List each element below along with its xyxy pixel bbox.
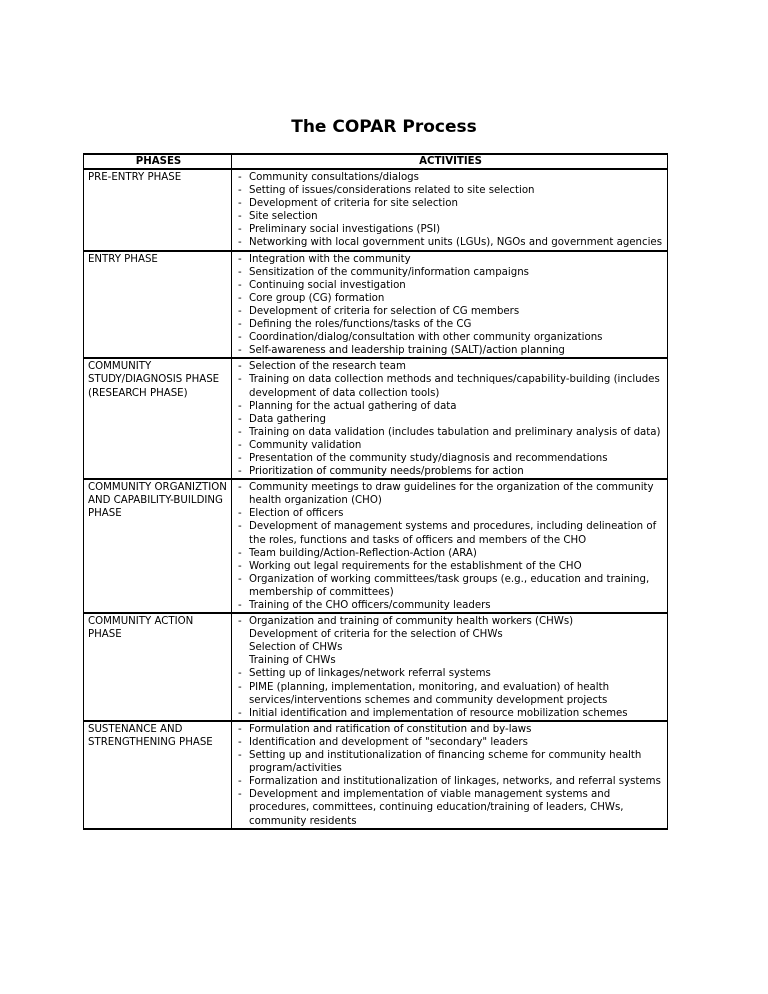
activity-text: Team building/Action-Reflection-Action (ARA) <box>249 547 477 559</box>
activities-cell <box>232 721 668 829</box>
activity-text: Preliminary social investigations (PSI) <box>249 224 441 236</box>
activity-text: Setting up and institutionalization of financing scheme for community health program/activities <box>249 750 642 775</box>
activity-item <box>235 171 665 184</box>
activity-text: Prioritization of community needs/problems for action <box>249 466 524 478</box>
bullet-dash-icon: - <box>238 466 242 478</box>
activity-text: Organization and training of community health workers (CHWs) <box>249 616 574 628</box>
table-row <box>84 721 668 829</box>
activity-item <box>235 615 665 628</box>
activity-text: Formulation and ratification of constitution and by-laws <box>249 723 532 735</box>
activity-item <box>235 788 665 827</box>
phase-cell: ENTRY PHASE <box>84 251 232 359</box>
table-row <box>84 251 668 359</box>
activity-item <box>235 305 665 318</box>
bullet-dash-icon: - <box>238 332 242 344</box>
table-row <box>84 169 668 251</box>
activity-text: Site selection <box>249 211 318 223</box>
bullet-dash-icon: - <box>238 374 242 386</box>
bullet-dash-icon: - <box>238 573 242 585</box>
bullet-dash-icon: - <box>238 237 242 249</box>
bullet-dash-icon: - <box>238 508 242 520</box>
activity-text: Core group (CG) formation <box>249 292 385 304</box>
phase-cell: SUSTENANCE AND STRENGTHENING PHASE <box>84 721 232 829</box>
activity-item <box>235 266 665 279</box>
activity-item <box>235 707 665 720</box>
activity-text: Integration with the community <box>249 253 411 265</box>
activity-item <box>235 210 665 223</box>
activity-item <box>235 318 665 331</box>
activity-text: Election of officers <box>249 508 344 520</box>
activity-text: Setting up of linkages/network referral systems <box>249 668 491 680</box>
activity-text: Self-awareness and leadership training (SALT)/action planning <box>249 345 565 357</box>
phase-cell: COMMUNITY ORGANIZTION AND CAPABILITY-BUILDING PHASE <box>84 479 232 613</box>
bullet-dash-icon: - <box>238 253 242 265</box>
table-body <box>84 169 668 829</box>
bullet-dash-icon: - <box>238 482 242 494</box>
activity-item <box>235 520 665 546</box>
activity-text: Development of criteria for the selection of CHWs <box>249 629 503 641</box>
bullet-dash-icon: - <box>238 224 242 236</box>
activity-item <box>235 465 665 478</box>
bullet-dash-icon: - <box>238 319 242 331</box>
bullet-dash-icon: - <box>238 750 242 762</box>
activity-text: Community meetings to draw guidelines for the organization of the community health organization (CHO) <box>249 482 654 507</box>
bullet-dash-icon: - <box>238 400 242 412</box>
table-row <box>84 479 668 613</box>
bullet-dash-icon: - <box>238 305 242 317</box>
activity-item <box>235 292 665 305</box>
bullet-dash-icon: - <box>238 172 242 183</box>
bullet-dash-icon: - <box>238 707 242 719</box>
activity-text: Development of criteria for site selection <box>249 198 458 210</box>
copar-table <box>83 153 668 830</box>
activity-item <box>235 223 665 236</box>
activity-item <box>235 344 665 357</box>
activity-item <box>235 667 665 680</box>
activity-item <box>235 197 665 210</box>
activity-item <box>235 360 665 373</box>
activity-text: Initial identification and implementation of resource mobilization schemes <box>249 707 628 719</box>
activity-text: Coordination/dialog/consultation with other community organizations <box>249 332 603 344</box>
bullet-dash-icon: - <box>238 266 242 278</box>
activity-item <box>235 736 665 749</box>
activity-text: Development and implementation of viable management systems and procedures, committees, continuing education/training of leaders, CHWs, community residents <box>249 789 624 827</box>
activity-text: Training of the CHO officers/community leaders <box>249 600 491 611</box>
activity-item <box>235 279 665 292</box>
activities-header: ACTIVITIES <box>232 154 668 169</box>
activity-text: Working out legal requirements for the establishment of the CHO <box>249 560 582 572</box>
activity-item <box>235 253 665 266</box>
activity-item <box>235 331 665 344</box>
activity-text: Development of criteria for selection of CG members <box>249 305 520 317</box>
activity-item <box>235 749 665 775</box>
bullet-dash-icon: - <box>238 600 242 611</box>
activities-cell <box>232 358 668 479</box>
activity-item <box>235 400 665 413</box>
bullet-dash-icon: - <box>238 452 242 464</box>
activity-text: Training on data validation (includes tabulation and preliminary analysis of data) <box>249 426 661 438</box>
activity-text: Training of CHWs <box>249 655 336 667</box>
activity-item <box>235 628 665 641</box>
bullet-dash-icon: - <box>238 361 242 373</box>
activity-text: Selection of CHWs <box>249 642 343 654</box>
activity-item <box>235 775 665 788</box>
bullet-dash-icon: - <box>238 198 242 210</box>
activity-item <box>235 507 665 520</box>
bullet-dash-icon: - <box>238 185 242 197</box>
table-row <box>84 613 668 721</box>
bullet-dash-icon: - <box>238 776 242 788</box>
activity-text: Formalization and institutionalization of linkages, networks, and referral systems <box>249 776 661 788</box>
activities-cell <box>232 613 668 721</box>
activity-item <box>235 654 665 667</box>
bullet-dash-icon: - <box>238 723 242 735</box>
bullet-dash-icon: - <box>238 547 242 559</box>
activity-item <box>235 560 665 573</box>
activity-text: Continuing social investigation <box>249 279 406 291</box>
phase-cell: PRE-ENTRY PHASE <box>84 169 232 251</box>
bullet-dash-icon: - <box>238 789 242 801</box>
activity-item <box>235 547 665 560</box>
activity-item <box>235 373 665 399</box>
activities-cell <box>232 251 668 359</box>
activity-item <box>235 439 665 452</box>
activity-text: Networking with local government units (LGUs), NGOs and government agencies <box>249 237 663 249</box>
activities-cell <box>232 479 668 613</box>
activity-text: Setting of issues/considerations related to site selection <box>249 185 535 197</box>
activity-text: PIME (planning, implementation, monitoring, and evaluation) of health services/interventions schemes and community development projects <box>249 681 610 706</box>
activity-text: Sensitization of the community/information campaigns <box>249 266 529 278</box>
activity-text: Development of management systems and procedures, including delineation of the roles, functions and tasks of officers and members of the CHO <box>249 521 657 546</box>
activity-item <box>235 641 665 654</box>
bullet-dash-icon: - <box>238 736 242 748</box>
activity-text: Community validation <box>249 439 362 451</box>
activity-text: Presentation of the community study/diagnosis and recommendations <box>249 452 608 464</box>
activity-item <box>235 413 665 426</box>
table-header-row <box>84 154 668 169</box>
activity-item <box>235 481 665 507</box>
activity-item <box>235 681 665 707</box>
activity-text: Organization of working committees/task groups (e.g., education and training, membership of committees) <box>249 573 650 598</box>
bullet-dash-icon: - <box>238 521 242 533</box>
activity-text: Community consultations/dialogs <box>249 172 419 183</box>
bullet-dash-icon: - <box>238 279 242 291</box>
bullet-dash-icon: - <box>238 560 242 572</box>
activity-text: Selection of the research team <box>249 361 406 373</box>
phase-cell: COMMUNITY STUDY/DIAGNOSIS PHASE (RESEARCH PHASE) <box>84 358 232 479</box>
bullet-dash-icon: - <box>238 668 242 680</box>
bullet-dash-icon: - <box>238 345 242 357</box>
activity-item <box>235 452 665 465</box>
activity-item <box>235 599 665 612</box>
activity-item <box>235 723 665 736</box>
bullet-dash-icon: - <box>238 211 242 223</box>
activity-item <box>235 236 665 249</box>
activity-text: Training on data collection methods and techniques/capability-building (includes development of data collection tools) <box>249 374 660 399</box>
bullet-dash-icon: - <box>238 413 242 425</box>
activity-text: Defining the roles/functions/tasks of the CG <box>249 319 472 331</box>
table-row <box>84 358 668 479</box>
bullet-dash-icon: - <box>238 616 242 628</box>
bullet-dash-icon: - <box>238 681 242 693</box>
bullet-dash-icon: - <box>238 439 242 451</box>
bullet-dash-icon: - <box>238 292 242 304</box>
activities-cell <box>232 169 668 251</box>
page-title: The COPAR Process <box>291 117 477 137</box>
activity-text: Planning for the actual gathering of data <box>249 400 457 412</box>
activity-item <box>235 184 665 197</box>
activity-item <box>235 573 665 599</box>
activity-text: Data gathering <box>249 413 326 425</box>
phase-cell: COMMUNITY ACTION PHASE <box>84 613 232 721</box>
activity-text: Identification and development of "secondary" leaders <box>249 736 528 748</box>
activity-item <box>235 426 665 439</box>
bullet-dash-icon: - <box>238 426 242 438</box>
phases-header: PHASES <box>84 154 232 169</box>
